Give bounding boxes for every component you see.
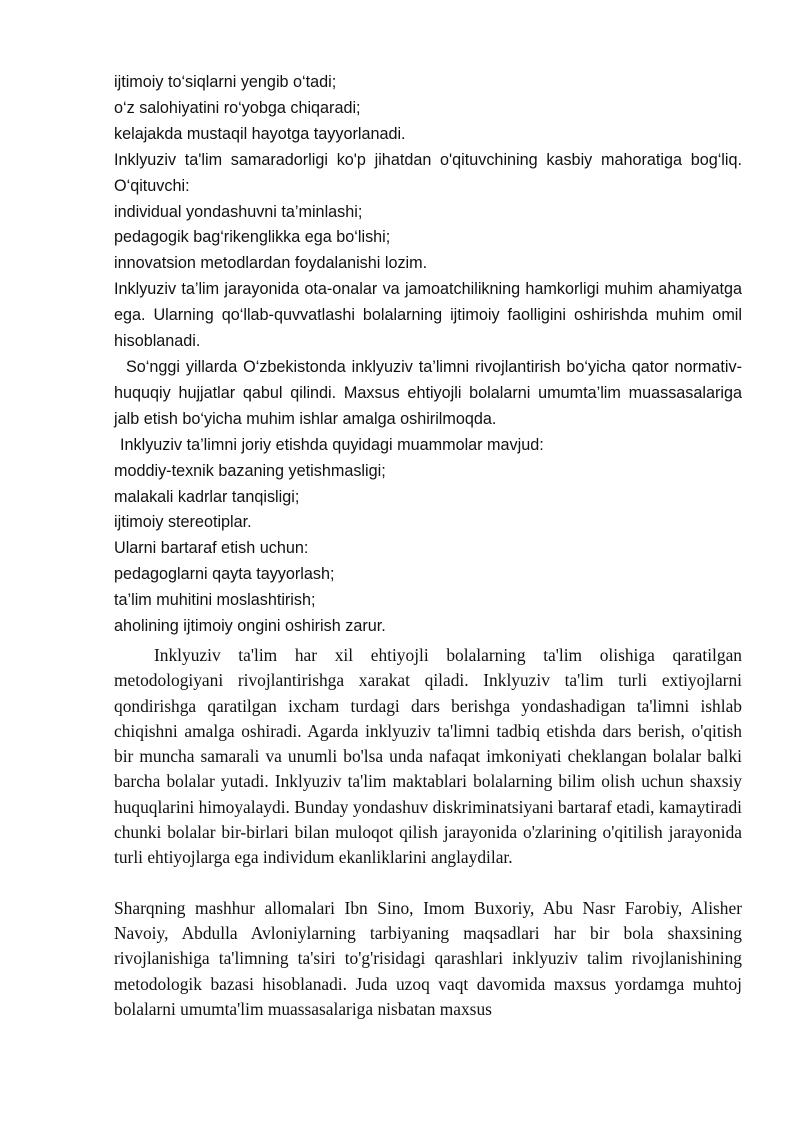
list-line-innovative-methods: innovatsion metodlardan foydalanishi lozim. [114,254,428,273]
paragraph-teacher-skill: Inklyuziv ta'lim samaradorligi ko'p jihatdan o'qituvchining kasbiy mahoratiga bog‘liq. O‘qituvchi: [114,150,742,195]
list-line-stereotypes: ijtimoiy stereotiplar. [114,513,252,532]
paragraph-methodology: Inklyuziv ta'lim har xil ehtiyojli bolalarning ta'lim olishiga qaratilgan metodologiyani rivojlantirishga xarakat qiladi. Inklyuziv ta'lim turli extiyojlarni qondirishga qaratilgan ixcham turdagi dars berishga yondashadigan ta'limni ishlab chiqishni amalga oshiradi. Agarda inklyuziv ta'limni tadbiq etishda dars berish, o'qitish bir muncha samarali va unumli bo'lsa unda nafaqat imkoniyati cheklangan bolalar balki barcha bolalar yutadi. Inklyuziv ta'lim maktablari bolalarning bilim olish uchun shaxsiy huquqlarini himoyalaydi. Bunday yondashuv diskriminatsiyani bartaraf etadi, kamaytiradi chunki bolalar bir-birlari bilan muloqot qilish jarayonida o'zlarining o'qitilish jarayonida turli ehtiyojlarga ega individum ekanliklarini anglaydilar. [114,644,742,868]
list-line-prepare-life: kelajakda mustaqil hayotga tayyorlanadi. [114,124,406,143]
list-line-overcome-barriers: ijtimoiy to‘siqlarni yengib o‘tadi; [114,73,337,91]
document-body-sans [114,70,742,640]
list-line-individual-approach: individual yondashuvni ta’minlashi; [114,202,363,221]
list-line-adapt-environment: ta’lim muhitini moslashtirish; [114,591,316,610]
list-line-material-base: moddiy-texnik bazaning yetishmasligi; [114,461,386,480]
paragraph-uzbekistan: So‘nggi yillarda O‘zbekistonda inklyuziv ta’limni rivojlantirish bo‘yicha qator normativ-huquqiy hujjatlar qabul qilindi. Maxsus ehtiyojli bolalarni umumta’lim muassasalariga jalb etish bo‘yicha muhim ishlar amalga oshirilmoqda. [114,357,742,428]
list-line-staff-shortage: malakali kadrlar tanqisligi; [114,487,300,506]
paragraph-eastern-scholars: Sharqning mashhur allomalari Ibn Sino, Imom Buxoriy, Abu Nasr Farobiy, Alisher Navoiy, Abdulla Avloniylarning tarbiyaning maqsadlari har bir bola shaxsining rivojlanishiga ta'limning ta'siri to'g'risidagi qarashlari inklyuziv talim rivojlanishining metodologik bazasi hisoblanadi. Juda uzoq vaqt davomida maxsus yordamga muhtoj bolalarni umumta'lim muassasalariga nisbatan maxsus [114,897,742,1019]
paragraph-parents-community: Inklyuziv ta’lim jarayonida ota-onalar va jamoatchilikning hamkorligi muhim ahamiyatga ega. Ularning qo‘llab-quvvatlashi bolalarning ijtimoiy faolligini oshirishda muhim omil hisoblanadi. [114,280,742,351]
document-body-serif [114,643,742,1022]
document-page [114,70,742,1022]
problems-intro: Inklyuziv ta’limni joriy etishda quyidagi muammolar mavjud: [120,435,544,454]
list-line-public-awareness: aholining ijtimoiy ongini oshirish zarur. [114,617,386,636]
list-line-realize-potential: o‘z salohiyatini ro‘yobga chiqaradi; [114,98,361,117]
solutions-intro: Ularni bartaraf etish uchun: [114,539,309,558]
paragraph-gap [114,871,742,896]
list-line-tolerance: pedagogik bag‘rikenglikka ega bo‘lishi; [114,228,391,247]
list-line-retraining: pedagoglarni qayta tayyorlash; [114,565,335,584]
